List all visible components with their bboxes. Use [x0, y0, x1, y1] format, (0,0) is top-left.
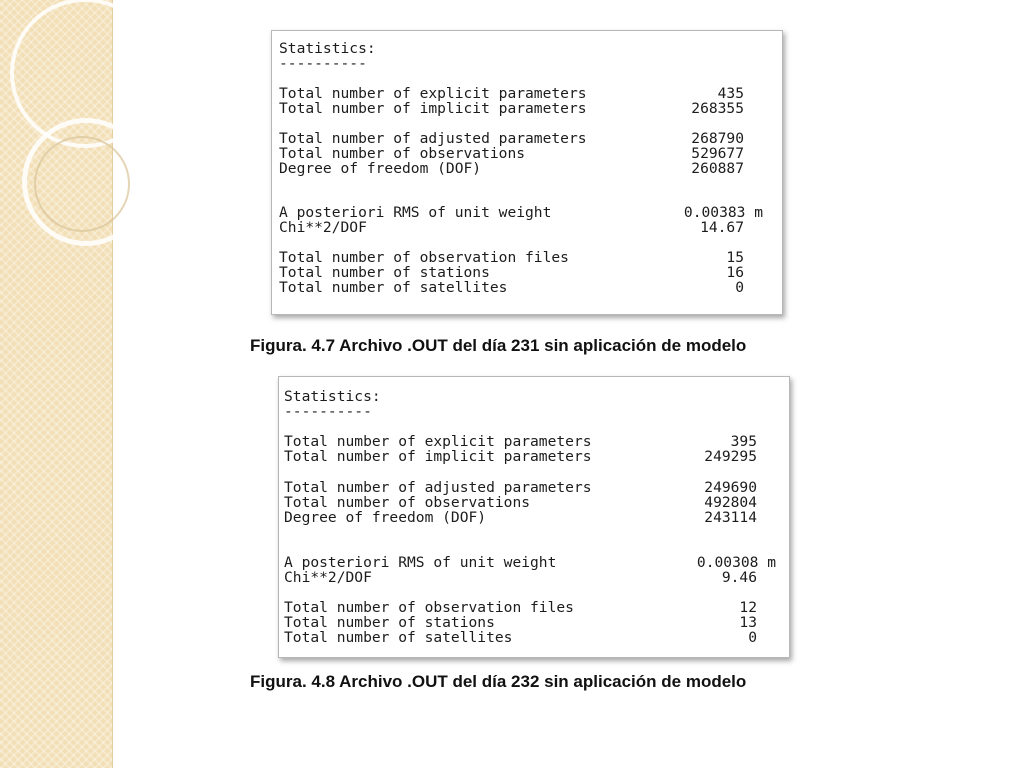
statistics-underline: ----------: [279, 55, 367, 72]
stat-value: 0.00383 m: [683, 204, 763, 221]
stat-row: [284, 494, 757, 511]
stat-row: [279, 264, 744, 281]
stat-row: [284, 509, 757, 526]
stat-label: A posteriori RMS of unit weight: [284, 554, 557, 571]
decorative-ring: [34, 136, 130, 232]
statistics-header: Statistics:: [284, 388, 381, 405]
stat-row: [279, 130, 744, 147]
stat-label: Total number of explicit parameters: [284, 433, 592, 450]
stat-value: 13: [739, 614, 757, 631]
stat-row: [279, 279, 744, 296]
stat-value: 0.00308 m: [696, 554, 776, 571]
stat-row: [279, 85, 744, 102]
figure-caption-4-8: Figura. 4.8 Archivo .OUT del día 232 sin aplicación de modelo: [250, 672, 747, 691]
stat-row: [284, 448, 757, 465]
stat-value: 249690: [704, 479, 757, 496]
stat-label: Total number of implicit parameters: [279, 100, 587, 117]
statistics-output-box-day-231: [271, 30, 783, 315]
stat-label: A posteriori RMS of unit weight: [279, 204, 552, 221]
stat-label: Chi**2/DOF: [284, 569, 372, 586]
stat-label: Degree of freedom (DOF): [279, 160, 482, 177]
stat-value: 260887: [691, 160, 744, 177]
stat-row: [279, 249, 744, 266]
stat-row: [279, 204, 763, 221]
stat-label: Degree of freedom (DOF): [284, 509, 487, 526]
stat-row: [284, 629, 757, 646]
figure-caption-4-7: Figura. 4.7 Archivo .OUT del día 231 sin aplicación de modelo: [250, 336, 747, 355]
decorative-side-band: [0, 0, 113, 768]
stat-value: 529677: [691, 145, 744, 162]
stat-value: 12: [739, 599, 757, 616]
stat-label: Total number of explicit parameters: [279, 85, 587, 102]
stat-label: Chi**2/DOF: [279, 219, 367, 236]
stat-label: Total number of satellites: [279, 279, 508, 296]
stat-value: 268355: [691, 100, 744, 117]
statistics-underline: ----------: [284, 403, 372, 420]
statistics-output-box-day-232: [278, 376, 790, 658]
stat-row: [279, 100, 744, 117]
stat-value: 243114: [704, 509, 757, 526]
stat-row: [279, 219, 744, 236]
stat-value: 268790: [691, 130, 744, 147]
statistics-header: Statistics:: [279, 40, 376, 57]
stat-label: Total number of satellites: [284, 629, 513, 646]
stat-row: [279, 160, 744, 177]
stat-label: Total number of stations: [284, 614, 495, 631]
stat-value: 9.46: [721, 569, 757, 586]
stat-row: [284, 433, 757, 450]
stat-row: [284, 479, 757, 496]
stat-row: [279, 145, 744, 162]
stat-row: [284, 614, 757, 631]
stat-label: Total number of observation files: [279, 249, 569, 266]
stat-value: 0: [735, 279, 744, 296]
stat-label: Total number of observation files: [284, 599, 574, 616]
stat-label: Total number of implicit parameters: [284, 448, 592, 465]
stat-value: 249295: [704, 448, 757, 465]
stat-label: Total number of adjusted parameters: [284, 479, 592, 496]
stat-row: [284, 569, 757, 586]
stat-value: 14.67: [700, 219, 744, 236]
stat-value: 492804: [704, 494, 757, 511]
stat-value: 0: [748, 629, 757, 646]
stat-row: [284, 554, 776, 571]
stat-value: 15: [726, 249, 744, 266]
stat-label: Total number of stations: [279, 264, 490, 281]
stat-label: Total number of observations: [284, 494, 531, 511]
stat-label: Total number of observations: [279, 145, 526, 162]
stat-label: Total number of adjusted parameters: [279, 130, 587, 147]
stat-row: [284, 599, 757, 616]
stat-value: 395: [730, 433, 757, 450]
stat-value: 16: [726, 264, 744, 281]
stat-value: 435: [717, 85, 744, 102]
